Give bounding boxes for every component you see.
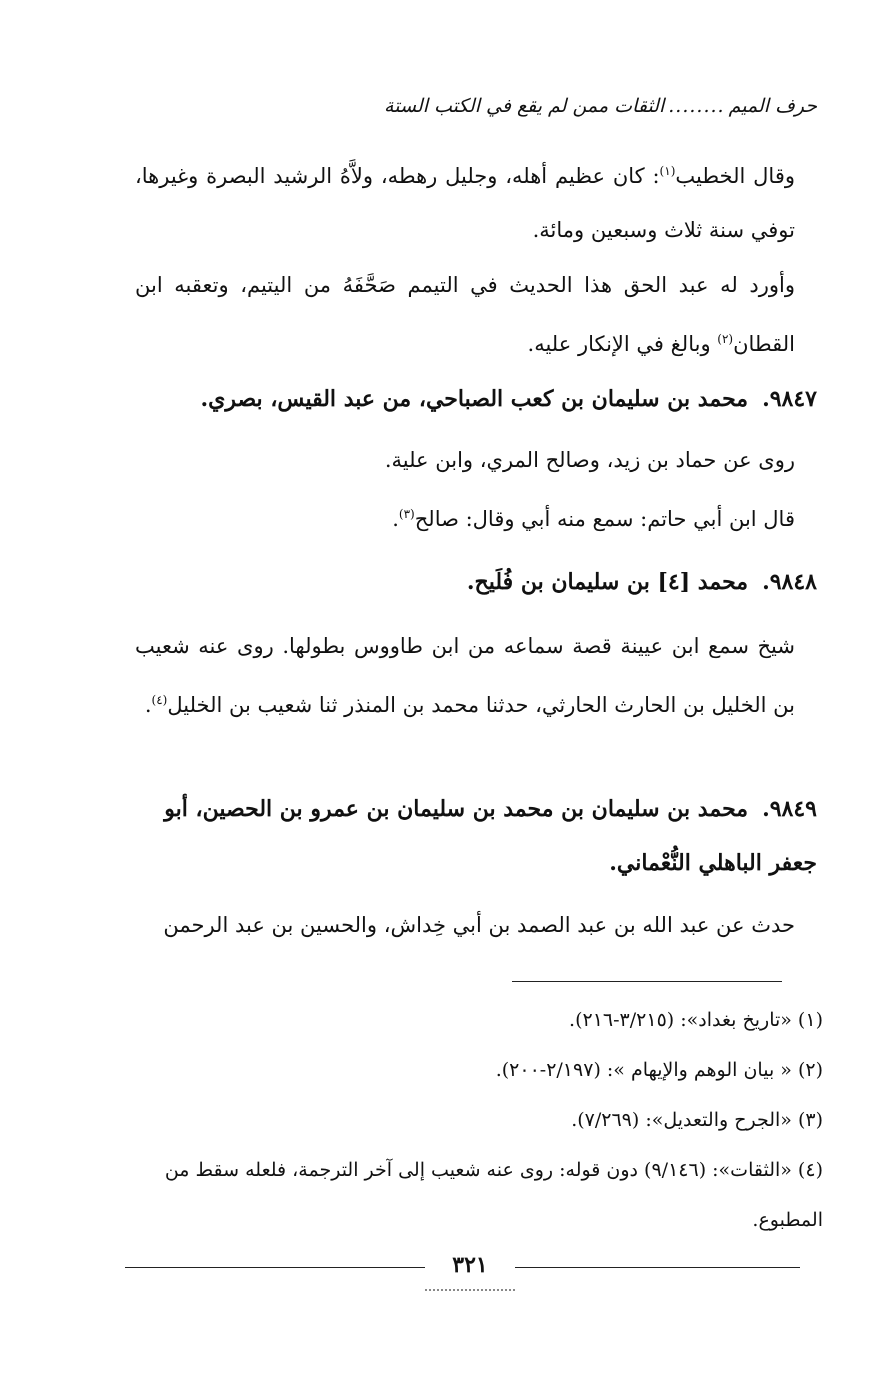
entry-text: شيخ سمع ابن عيينة قصة سماعه من ابن طاووس بطولها. روى عنه شعيب بن الخليل بن الحارث الحارثي، حدثنا محمد بن المنذر ثنا شعيب بن الخليل xyxy=(135,634,795,717)
entry-heading xyxy=(120,782,817,890)
footnote-ref[interactable]: (١) xyxy=(659,164,676,178)
footnote-ref[interactable]: (٣) xyxy=(398,507,415,521)
footnote-divider xyxy=(512,981,782,982)
footnotes xyxy=(135,995,823,1245)
footnote: (٤) «الثقات»: (٩/١٤٦) دون قوله: روى عنه شعيب إلى آخر الترجمة، فلعله سقط من المطبوع. xyxy=(164,1159,823,1231)
footer-rule-left xyxy=(125,1267,425,1268)
entry-line: روى عن حماد بن زيد، وصالح المري، وابن علية. xyxy=(384,448,795,472)
entry-heading xyxy=(120,555,817,609)
entry-body xyxy=(135,433,817,546)
entry-body xyxy=(135,898,817,952)
paragraph-text: : كان عظيم أهله، وجليل رهطه، ولاَّهُ الرشيد البصرة وغيرها، توفي سنة ثلاث وسبعين ومائة. xyxy=(135,164,795,242)
entry-text: حدث عن عبد الله بن عبد الصمد بن أبي خِداش، والحسين بن عبد الرحمن xyxy=(163,913,795,937)
paragraph-text: وأورد له عبد الحق هذا الحديث في التيمم صَحَّفَهُ من اليتيم، وتعقبه ابن القطان xyxy=(135,273,795,356)
entry-body xyxy=(135,619,817,732)
page-footer xyxy=(125,1245,800,1289)
running-header xyxy=(140,88,817,124)
entry-number: ٩٨٤٨. xyxy=(762,569,817,595)
header-chapter: حرف الميم xyxy=(728,95,817,117)
footnote-ref[interactable]: (٢) xyxy=(717,332,734,346)
footnote-ref[interactable]: (٤) xyxy=(151,693,168,707)
footnote: (٣) «الجرح والتعديل»: (٧/٢٦٩). xyxy=(571,1109,823,1131)
header-dots: ........ xyxy=(668,95,725,117)
paragraph-khatib xyxy=(135,144,817,257)
footnote: (١) «تاريخ بغداد»: (٣/٢١٥-٢١٦). xyxy=(569,1009,823,1031)
entry-number: ٩٨٤٧. xyxy=(762,386,817,412)
paragraph-text: وقال الخطيب xyxy=(675,164,795,188)
page-number: ٣٢١ xyxy=(425,1245,515,1291)
entry-title: محمد [٤] بن سليمان بن فُلَيح. xyxy=(466,569,749,595)
entry-title: محمد بن سليمان بن كعب الصباحي، من عبد القيس، بصري. xyxy=(200,386,749,412)
paragraph-text: وبالغ في الإنكار عليه. xyxy=(527,332,718,356)
entry-text-end: . xyxy=(144,693,152,717)
entry-title: محمد بن سليمان بن محمد بن سليمان بن عمرو بن الحصين، أبو جعفر الباهلي النُّعْماني. xyxy=(164,796,817,876)
header-book-title: الثقات ممن لم يقع في الكتب الستة xyxy=(384,95,665,117)
footnote: (٢) « بيان الوهم والإيهام »: (٢/١٩٧-٢٠٠). xyxy=(495,1059,823,1081)
entry-line: قال ابن أبي حاتم: سمع منه أبي وقال: صالح xyxy=(414,507,795,531)
footer-rule-right xyxy=(515,1267,800,1268)
entry-number: ٩٨٤٩. xyxy=(762,796,817,822)
entry-heading xyxy=(120,372,817,426)
paragraph-abdulhaq xyxy=(135,258,817,371)
entry-line-end: . xyxy=(392,507,399,531)
